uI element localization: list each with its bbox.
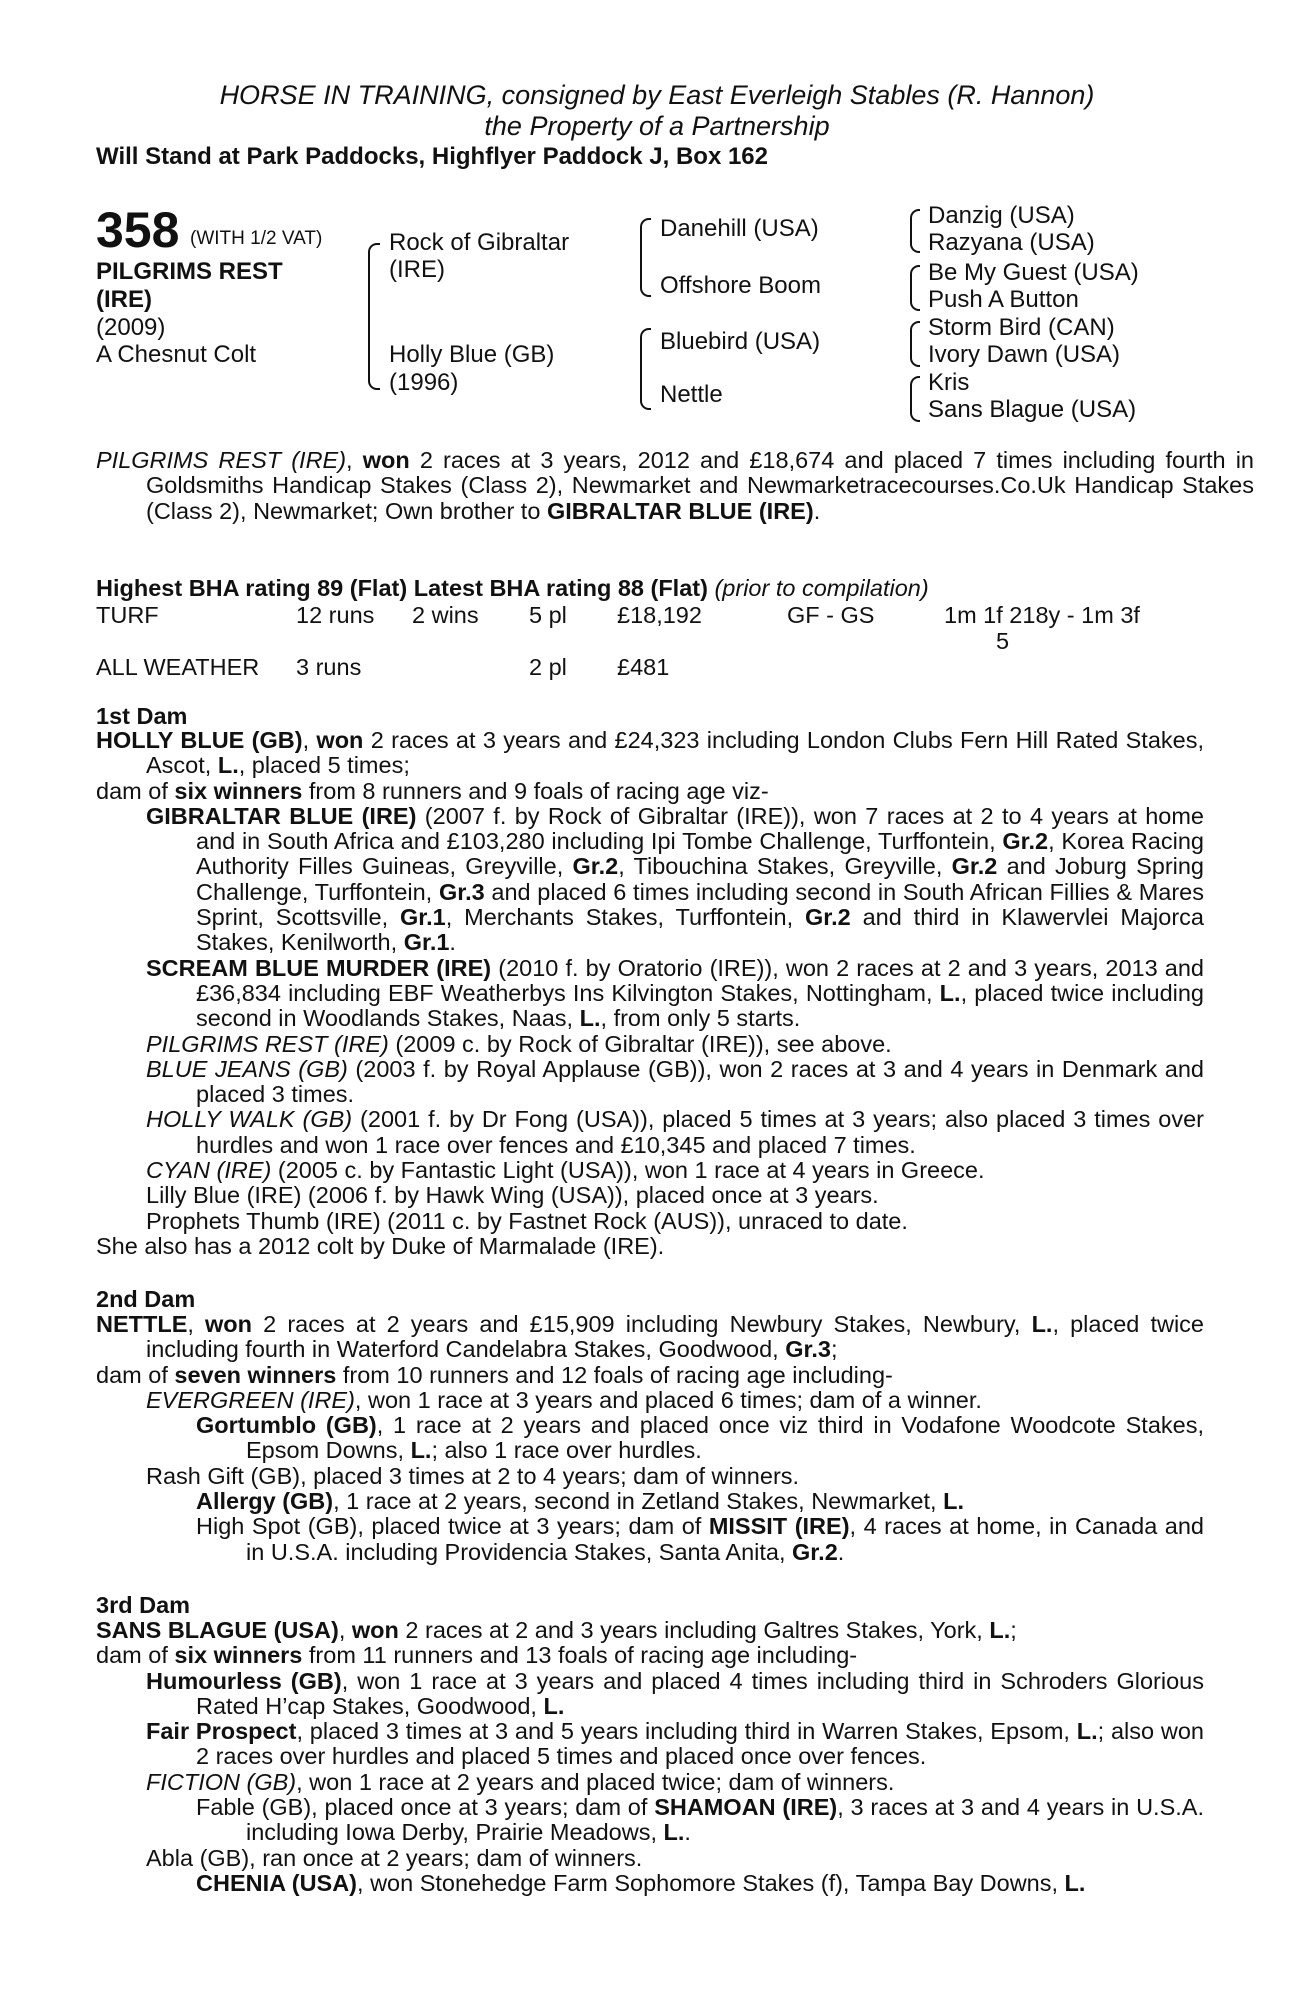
dam-year: (1996) (389, 369, 459, 396)
second-dam-record: NETTLE, won 2 races at 2 years and £15,909 including Newbury Stakes, Newbury, L., placed twice including fourth in Waterford Candelabra Stakes, Goodwood, Gr.3; (96, 1311, 1204, 1363)
turf-label: TURF (96, 602, 159, 628)
progeny-humourless: Humourless (GB), won 1 race at 3 years and placed 4 times including third in Schroders Glorious Rated H’cap Stakes, Goodwood, L. (146, 1667, 1204, 1719)
third-dam-progeny (96, 1669, 1204, 1897)
first-dam-progeny (96, 804, 1204, 1234)
aw-places: 2 pl (529, 654, 567, 680)
ggp-4: Push A Button (928, 286, 1079, 313)
vat-note: (WITH 1/2 VAT) (190, 228, 323, 249)
first-dam-body (96, 728, 1204, 1259)
third-dam-record: SANS BLAGUE (USA), won 2 races at 2 and 3 years including Galtres Stakes, York, L.; (96, 1617, 1017, 1643)
ggp-2: Razyana (USA) (928, 229, 1095, 256)
progeny-fair-prospect: Fair Prospect, placed 3 times at 3 and 5 years including third in Warren Stakes, Epsom, L.; also won 2 races over hurdles and placed 5 times and placed once over fences. (146, 1718, 1204, 1770)
ggp-bracket-1 (910, 209, 920, 253)
progeny-blue-jeans: BLUE JEANS (GB) (2003 f. by Royal Applause (GB)), won 2 races at 3 and 4 years in Denmark and placed 3 times. (146, 1055, 1204, 1108)
aw-label: ALL WEATHER (96, 654, 260, 680)
aw-runs: 3 runs (296, 654, 362, 680)
sire-country: (IRE) (389, 256, 445, 283)
progeny-rash-gift: Rash Gift (GB), placed 3 times at 2 to 4 years; dam of winners. (146, 1462, 800, 1489)
third-dam-produce-summary: dam of six winners from 11 runners and 13 foals of racing age including- (96, 1642, 858, 1669)
progeny-high-spot: High Spot (GB), placed twice at 3 years; dam of MISSIT (IRE), 4 races at home, in Canada and in U.S.A. including Providencia Stakes, Santa Anita, Gr.2. (196, 1513, 1204, 1565)
property-line: the Property of a Partnership (484, 111, 830, 141)
turf-runs: 12 runs (296, 602, 375, 628)
dam-parents-bracket (640, 328, 651, 410)
second-dam-body (96, 1312, 1204, 1565)
sire-parents-bracket (640, 218, 651, 297)
race-summary: PILGRIMS REST (IRE), won 2 races at 3 years, 2012 and £18,674 and placed 7 times including fourth in Goldsmiths Handicap Stakes (Class 2), Newmarket and Newmarketracecourses.Co.Uk Handicap Stakes (Class 2), Newmarket; Own brother to GIBRALTAR BLUE (IRE). (96, 447, 1254, 524)
sire-dam-bracket (368, 243, 380, 390)
dam-dam: Nettle (660, 381, 723, 408)
horse-year: (2009) (96, 314, 166, 341)
ggp-bracket-4 (910, 376, 920, 422)
turf-distance: 1m 1f 218y - 1m 3f (944, 602, 1140, 628)
ggp-5: Storm Bird (CAN) (928, 314, 1115, 341)
turf-going: GF - GS (787, 602, 875, 628)
progeny-gibraltar-blue: GIBRALTAR BLUE (IRE) (2007 f. by Rock of Gibraltar (IRE)), won 7 races at 2 to 4 years at home and in South Africa and £103,280 including Ipi Tombe Challenge, Turffontein, Gr.2, Korea Racing Authority Filles Guineas, Greyville, Gr.2, Tibouchina Stakes, Greyville, Gr.2 and Joburg Spring Challenge, Turffontein, Gr.3 and placed 6 times including second in South African Fillies & Mares Sprint, Scottsville, Gr.1, Merchants Stakes, Turffontein, Gr.2 and third in Klawervlei Majorca Stakes, Kenilworth, Gr.1. (146, 802, 1205, 956)
progeny-gortumblo: Gortumblo (GB), 1 race at 2 years and placed once viz third in Vodafone Woodcote Stakes, Epsom Downs, L.; also 1 race over hurdles. (196, 1412, 1204, 1464)
progeny-abla: Abla (GB), ran once at 2 years; dam of winners. (146, 1844, 643, 1871)
bha-rating: Highest BHA rating 89 (Flat) Latest BHA rating 88 (Flat) (prior to compilation) (96, 575, 929, 601)
progeny-fiction: FICTION (GB), won 1 race at 2 years and placed twice; dam of winners. (146, 1768, 895, 1795)
progeny-allergy: Allergy (GB), 1 race at 2 years, second in Zetland Stakes, Newmarket, L. (196, 1488, 964, 1515)
sire-sire: Danehill (USA) (660, 215, 819, 242)
ggp-bracket-3 (910, 321, 920, 367)
ggp-1: Danzig (USA) (928, 202, 1075, 229)
aw-prize-money: £481 (617, 654, 670, 680)
progeny-lilly-blue: Lilly Blue (IRE) (2006 f. by Hawk Wing (USA)), placed once at 3 years. (146, 1182, 879, 1209)
progeny-cyan: CYAN (IRE) (2005 c. by Fantastic Light (USA)), won 1 race at 4 years in Greece. (146, 1157, 985, 1184)
second-dam-progeny (96, 1388, 1204, 1565)
first-dam-record: HOLLY BLUE (GB), won 2 races at 3 years and £24,323 including London Clubs Fern Hill Rated Stakes, Ascot, L., placed 5 times; (96, 727, 1204, 779)
ggp-8: Sans Blague (USA) (928, 396, 1137, 423)
dam-sire: Bluebird (USA) (660, 328, 821, 355)
first-dam-foal-note: She also has a 2012 colt by Duke of Marmalade (IRE). (96, 1232, 665, 1259)
progeny-fable: Fable (GB), placed once at 3 years; dam of SHAMOAN (IRE), 3 races at 3 and 4 years in U.S.A. including Iowa Derby, Prairie Meadows, L.. (196, 1794, 1204, 1846)
ggp-6: Ivory Dawn (USA) (928, 341, 1121, 368)
turf-places: 5 pl (529, 602, 567, 628)
consignor-line: HORSE IN TRAINING, consigned by East Everleigh Stables (R. Hannon) (219, 80, 1095, 110)
first-dam-produce-summary: dam of six winners from 8 runners and 9 foals of racing age viz- (96, 777, 769, 804)
turf-distance-cont: 5 (996, 628, 1010, 654)
progeny-chenia: CHENIA (USA), won Stonehedge Farm Sophomore Stakes (f), Tampa Bay Downs, L. (196, 1869, 1086, 1896)
second-dam-produce-summary: dam of seven winners from 10 runners and 12 foals of racing age including- (96, 1361, 893, 1388)
progeny-pilgrims-rest: PILGRIMS REST (IRE) (2009 c. by Rock of Gibraltar (IRE)), see above. (146, 1030, 892, 1057)
second-dam-heading: 2nd Dam (96, 1286, 196, 1312)
turf-prize-money: £18,192 (617, 602, 702, 628)
horse-name (96, 258, 326, 314)
turf-wins: 2 wins (412, 602, 479, 628)
progeny-scream-blue-murder: SCREAM BLUE MURDER (IRE) (2010 f. by Oratorio (IRE)), won 2 races at 2 and 3 years, 2013 and £36,834 including EBF Weatherbys Ins Kilvington Stakes, Nottingham, L., placed twice including second in Woodlands Stakes, Naas, L., from only 5 starts. (146, 954, 1205, 1032)
sire-dam: Offshore Boom (660, 272, 821, 299)
dam-name: Holly Blue (GB) (389, 341, 555, 368)
sire-name: Rock of Gibraltar (389, 229, 570, 256)
first-dam-heading: 1st Dam (96, 703, 188, 729)
lot-number: 358 (96, 202, 180, 258)
ggp-3: Be My Guest (USA) (928, 259, 1139, 286)
progeny-prophets-thumb: Prophets Thumb (IRE) (2011 c. by Fastnet Rock (AUS)), unraced to date. (146, 1207, 908, 1234)
horse-description: A Chesnut Colt (96, 341, 257, 368)
horse-name-line1: PILGRIMS REST (96, 258, 283, 285)
third-dam-heading: 3rd Dam (96, 1592, 191, 1618)
third-dam-body (96, 1618, 1204, 1896)
stable-location-line: Will Stand at Park Paddocks, Highflyer Paddock J, Box 162 (96, 143, 768, 170)
horse-name-line2: (IRE) (96, 286, 152, 313)
ggp-7: Kris (928, 369, 970, 396)
progeny-holly-walk: HOLLY WALK (GB) (2001 f. by Dr Fong (USA)), placed 5 times at 3 years; also placed 3 times over hurdles and won 1 race over fences and £10,345 and placed 7 times. (146, 1106, 1204, 1158)
progeny-evergreen: EVERGREEN (IRE), won 1 race at 3 years and placed 6 times; dam of a winner. (146, 1386, 982, 1413)
ggp-bracket-2 (910, 265, 920, 311)
